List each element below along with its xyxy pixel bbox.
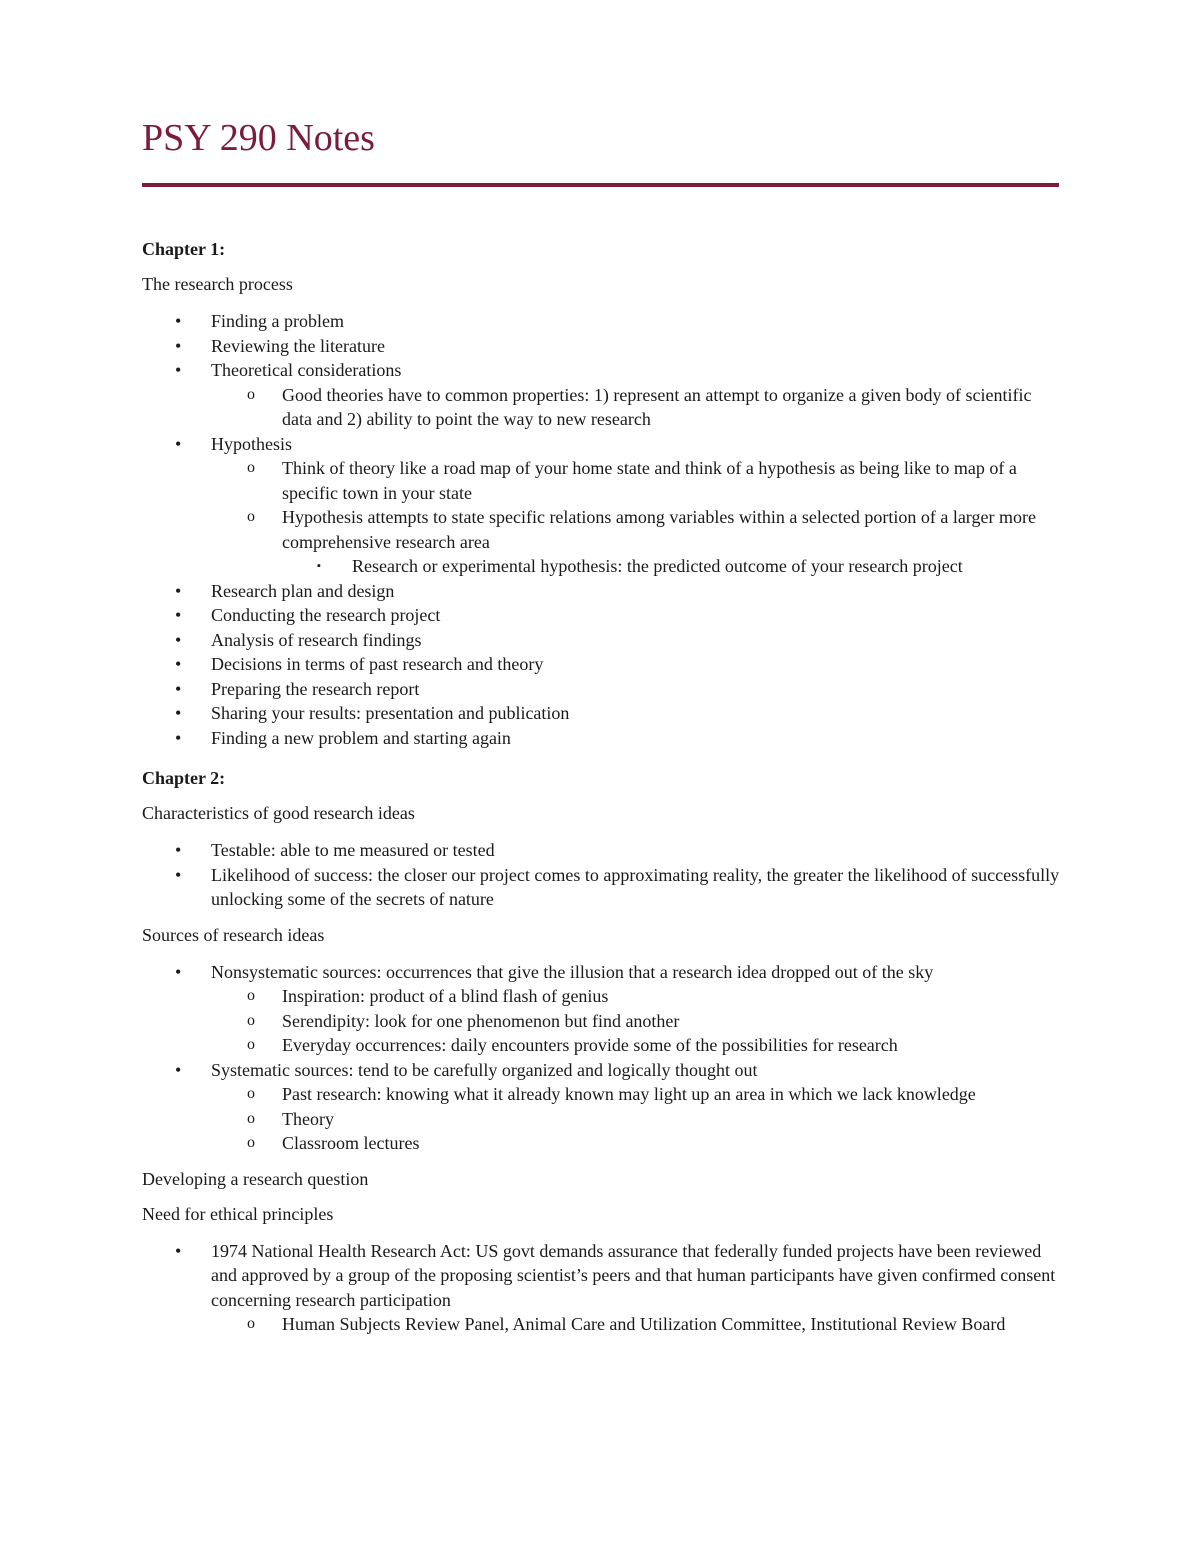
chapter-1-heading: Chapter 1: bbox=[142, 239, 226, 259]
list-item: • Theoretical considerations o Good theories have to common properties: 1) represent an attempt to organize a given body of scientific data and 2) ability to point the way to new research bbox=[142, 358, 1062, 432]
ethics-list bbox=[142, 1239, 1062, 1337]
chapter-2-heading: Chapter 2: bbox=[142, 768, 226, 788]
bullet-icon: • bbox=[175, 703, 182, 723]
characteristics-list bbox=[142, 838, 1062, 912]
list-item: • Likelihood of success: the closer our project comes to approximating reality, the greater the likelihood of successfully unlocking some of the secrets of nature bbox=[175, 864, 1060, 909]
circle-bullet-icon: o bbox=[247, 987, 255, 1004]
list-item: • Sharing your results: presentation and publication bbox=[142, 701, 1062, 726]
characteristics-label: Characteristics of good research ideas bbox=[142, 803, 415, 823]
bullet-icon: • bbox=[175, 864, 182, 885]
bullet-icon: • bbox=[175, 335, 182, 356]
circle-bullet-icon: o bbox=[247, 1011, 255, 1029]
research-process-label: The research process bbox=[142, 274, 293, 294]
circle-bullet-icon: o bbox=[247, 385, 255, 403]
sub-list-item: o Human Subjects Review Panel, Animal Care and Utilization Committee, Institutional Review Board bbox=[211, 1312, 1062, 1337]
circle-bullet-icon: o bbox=[247, 1036, 255, 1053]
list-item: • Analysis of research findings bbox=[142, 628, 1062, 653]
list-item: • Testable: able to me measured or tested bbox=[142, 838, 1062, 863]
list-item: • Conducting the research project bbox=[142, 603, 1062, 628]
bullet-icon: • bbox=[175, 433, 182, 454]
bullet-icon: • bbox=[175, 727, 182, 748]
bullet-icon: • bbox=[175, 629, 182, 650]
list-item: • Finding a new problem and starting again bbox=[142, 726, 1062, 751]
sub-list-item: o Theory bbox=[211, 1107, 1062, 1132]
circle-bullet-icon: o bbox=[247, 1315, 255, 1332]
list-item: • Systematic sources: tend to be carefully organized and logically thought out o Past research: knowing what it already known may light up an area in which we lack knowledge o Theory o Classroom lectures bbox=[142, 1058, 1062, 1156]
list-item: • Finding a problem bbox=[142, 309, 1062, 334]
sub-list-item: o Inspiration: product of a blind flash of genius bbox=[211, 984, 1062, 1009]
developing-question-label: Developing a research question bbox=[142, 1168, 369, 1189]
sub-list-item: o Everyday occurrences: daily encounters provide some of the possibilities for research bbox=[211, 1033, 1062, 1058]
sources-list bbox=[142, 960, 1062, 1156]
circle-bullet-icon: o bbox=[247, 459, 255, 476]
bullet-icon: • bbox=[175, 360, 182, 380]
sub-list-item: o Think of theory like a road map of your home state and think of a hypothesis as being like to map of a specific town in your state bbox=[247, 458, 1017, 503]
list-item: • Reviewing the literature bbox=[142, 334, 1062, 359]
bullet-icon: • bbox=[175, 1059, 182, 1080]
circle-bullet-icon: o bbox=[247, 508, 255, 525]
list-item: • Research plan and design bbox=[142, 579, 1062, 604]
ethical-principles-label: Need for ethical principles bbox=[142, 1203, 334, 1224]
sub-list-item: o Classroom lectures bbox=[211, 1131, 1062, 1156]
list-item: • 1974 National Health Research Act: US govt demands assurance that federally funded projects have been reviewed and approved by a group of the proposing scientist’s peers and that human participants have given confirmed consent concerning research participation o Human Subjects Review Panel, Animal Care and Utilization Committee, Institutional Review Board bbox=[142, 1239, 1062, 1337]
circle-bullet-icon: o bbox=[247, 1085, 255, 1102]
sub-list-item: o Hypothesis attempts to state specific relations among variables within a selected portion of a larger more comprehensive research area ▪ Research or experimental hypothesis: the predicted outcome of your research project bbox=[211, 505, 1062, 579]
bullet-icon: • bbox=[175, 311, 182, 331]
list-item: • Preparing the research report bbox=[142, 677, 1062, 702]
bullet-icon: • bbox=[175, 1240, 182, 1261]
bullet-icon: • bbox=[175, 605, 182, 625]
bullet-icon: • bbox=[175, 654, 182, 674]
sub-list-item: o Good theories have to common properties: 1) represent an attempt to organize a given body of scientific data and 2) ability to point the way to new research bbox=[247, 384, 1032, 429]
sources-label: Sources of research ideas bbox=[142, 924, 325, 945]
bullet-icon: • bbox=[175, 961, 182, 982]
list-item: • Decisions in terms of past research and theory bbox=[142, 652, 1062, 677]
document-title: PSY 290 Notes bbox=[142, 117, 375, 159]
sub-sub-list-item: ▪ Research or experimental hypothesis: the predicted outcome of your research project bbox=[282, 554, 1062, 579]
square-bullet-icon: ▪ bbox=[317, 560, 321, 572]
bullet-icon: • bbox=[175, 580, 182, 601]
bullet-icon: • bbox=[175, 678, 182, 699]
list-item: • Hypothesis o Think of theory like a road map of your home state and think of a hypothesis as being like to map of a specific town in your state o Hypothesis attempts to state specific relations among variables within a selected portion of a larger more comprehensive research area ▪ Research or experimental hypothesis: the predicted outcome of your research project bbox=[142, 432, 1062, 579]
bullet-icon: • bbox=[175, 840, 182, 860]
circle-bullet-icon: o bbox=[247, 1134, 255, 1151]
document-page bbox=[142, 112, 1062, 1337]
research-process-list bbox=[142, 309, 1062, 750]
sub-list-item: o Serendipity: look for one phenomenon but find another bbox=[211, 1009, 1062, 1034]
circle-bullet-icon: o bbox=[247, 1109, 255, 1127]
list-item: • Nonsystematic sources: occurrences that give the illusion that a research idea dropped out of the sky o Inspiration: product of a blind flash of genius o Serendipity: look for one phenomenon but find another o Everyday occurrences: daily encounters provide some of the possibilities for research bbox=[142, 960, 1062, 1058]
sub-list-item: o Past research: knowing what it already known may light up an area in which we lack knowledge bbox=[211, 1082, 1062, 1107]
